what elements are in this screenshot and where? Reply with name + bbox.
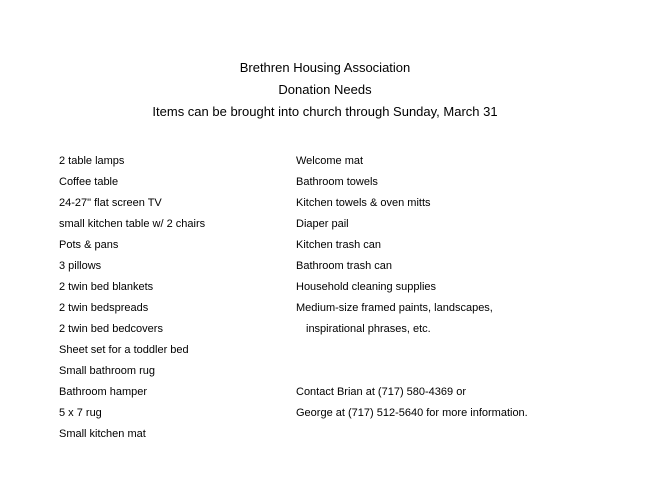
contact-line-2: George at (717) 512-5640 for more information.: [296, 407, 528, 419]
list-item-continuation: inspirational phrases, etc.: [306, 323, 431, 335]
list-item: Diaper pail: [296, 218, 349, 230]
organization-name: Brethren Housing Association: [239, 60, 411, 75]
list-item: Small bathroom rug: [59, 365, 155, 377]
list-item: Medium-size framed paints, landscapes,: [296, 302, 493, 314]
page-title: Donation Needs: [278, 82, 372, 97]
list-item: 24-27" flat screen TV: [59, 197, 162, 209]
list-item: small kitchen table w/ 2 chairs: [59, 218, 206, 230]
list-item: Coffee table: [59, 176, 119, 188]
list-item: 3 pillows: [59, 260, 102, 272]
list-item: 2 table lamps: [59, 155, 125, 167]
list-item: 2 twin bedspreads: [59, 302, 149, 314]
contact-line-1: Contact Brian at (717) 580-4369 or: [296, 386, 466, 398]
list-item: Pots & pans: [59, 239, 119, 251]
left-item-list: [59, 151, 279, 445]
spacer: [296, 340, 636, 361]
list-item: 2 twin bed blankets: [59, 281, 154, 293]
list-item: 5 x 7 rug: [59, 407, 102, 419]
spacer: [296, 361, 636, 382]
list-item: Bathroom trash can: [296, 260, 392, 272]
list-item: Bathroom towels: [296, 176, 378, 188]
list-item: Welcome mat: [296, 155, 364, 167]
list-item: 2 twin bed bedcovers: [59, 323, 163, 335]
right-item-list: [296, 151, 636, 424]
list-item: Small kitchen mat: [59, 428, 146, 440]
list-item: Sheet set for a toddler bed: [59, 344, 189, 356]
list-item: Kitchen trash can: [296, 239, 381, 251]
page-subtitle: Items can be brought into church through Sunday, March 31: [152, 104, 498, 119]
list-item: Bathroom hamper: [59, 386, 148, 398]
list-item: Kitchen towels & oven mitts: [296, 197, 431, 209]
list-item: Household cleaning supplies: [296, 281, 437, 293]
